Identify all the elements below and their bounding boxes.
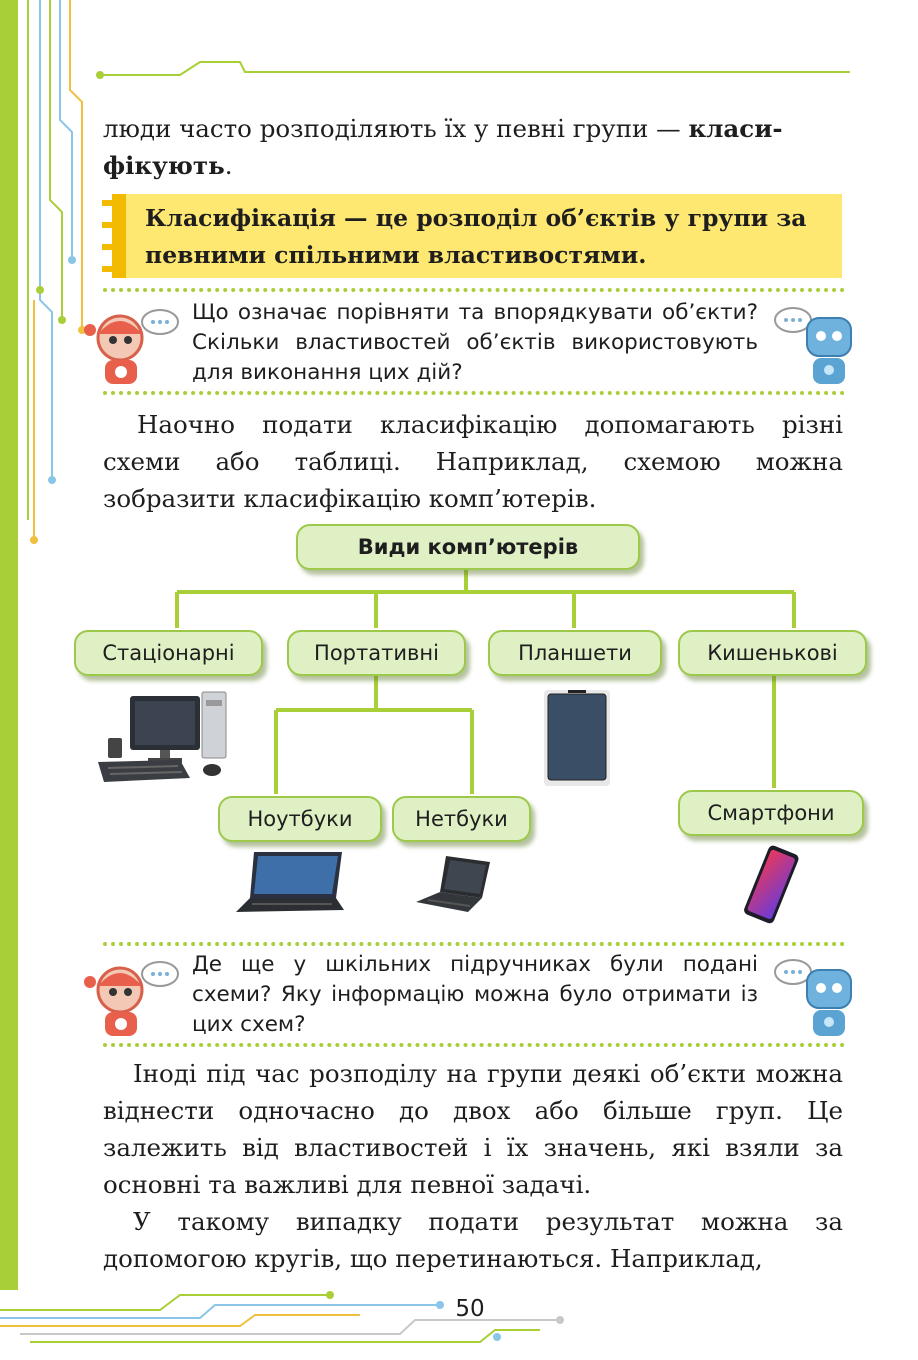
paragraph-scheme: Наочно подати класифікацію допомагають різні схеми або таблиці. Наприклад, схемою можна зобразити класифікацію комп’ютерів. bbox=[103, 410, 843, 513]
paragraph-groups: Іноді під час розподілу на групи деякі об’єкти можна віднести одночасно до двох або більше груп. Це залежить від властивостей і їх значень, які взяли за основні та важливі для певної задачі. bbox=[103, 1059, 843, 1199]
node-smartphones: Смартфони bbox=[678, 790, 864, 836]
boy-robot-icon bbox=[765, 952, 865, 1042]
node-pocket: Кишенькові bbox=[678, 630, 867, 676]
question-2-text: Де ще у шкільних підручниках були подані схеми? Яку інформацію можна було отримати із цих схем? bbox=[192, 952, 758, 1037]
tablet-icon bbox=[542, 688, 612, 788]
paragraph-top-text: люди часто розподіляють їх у певні групи — bbox=[103, 114, 689, 143]
page-number: 50 bbox=[455, 1296, 485, 1322]
diagram-root-node: Види комп’ютерів bbox=[296, 524, 640, 570]
question-divider bbox=[103, 942, 845, 946]
netbook-icon bbox=[410, 852, 495, 914]
paragraph-circles: У такому випадку подати результат можна за допомогою кругів, що перетинаються. Наприклад, bbox=[103, 1207, 843, 1273]
definition-text: Класифікація — це розподіл об’єктів у групи за певними спільними властивостями. bbox=[145, 204, 807, 269]
node-tablets: Планшети bbox=[488, 630, 662, 676]
paragraph-top-period: . bbox=[224, 151, 233, 180]
node-stationary: Стаціонарні bbox=[74, 630, 263, 676]
notebook-icon bbox=[232, 848, 347, 918]
node-netbooks: Нетбуки bbox=[392, 796, 531, 842]
question-1-text: Що означає порівняти та впорядкувати об’єкти? Скільки властивостей об’єктів використовують для виконання цих дій? bbox=[192, 300, 758, 385]
smartphone-icon bbox=[735, 845, 805, 925]
question-divider bbox=[103, 1043, 845, 1047]
term-klasyfikuiut-part1: класи- bbox=[688, 114, 783, 143]
node-notebooks: Ноутбуки bbox=[218, 796, 382, 842]
term-klasyfikuiut-part2: фікують bbox=[103, 151, 225, 180]
girl-robot-icon bbox=[80, 952, 180, 1042]
desktop-computer-icon bbox=[90, 690, 230, 790]
node-portable: Портативні bbox=[287, 630, 466, 676]
